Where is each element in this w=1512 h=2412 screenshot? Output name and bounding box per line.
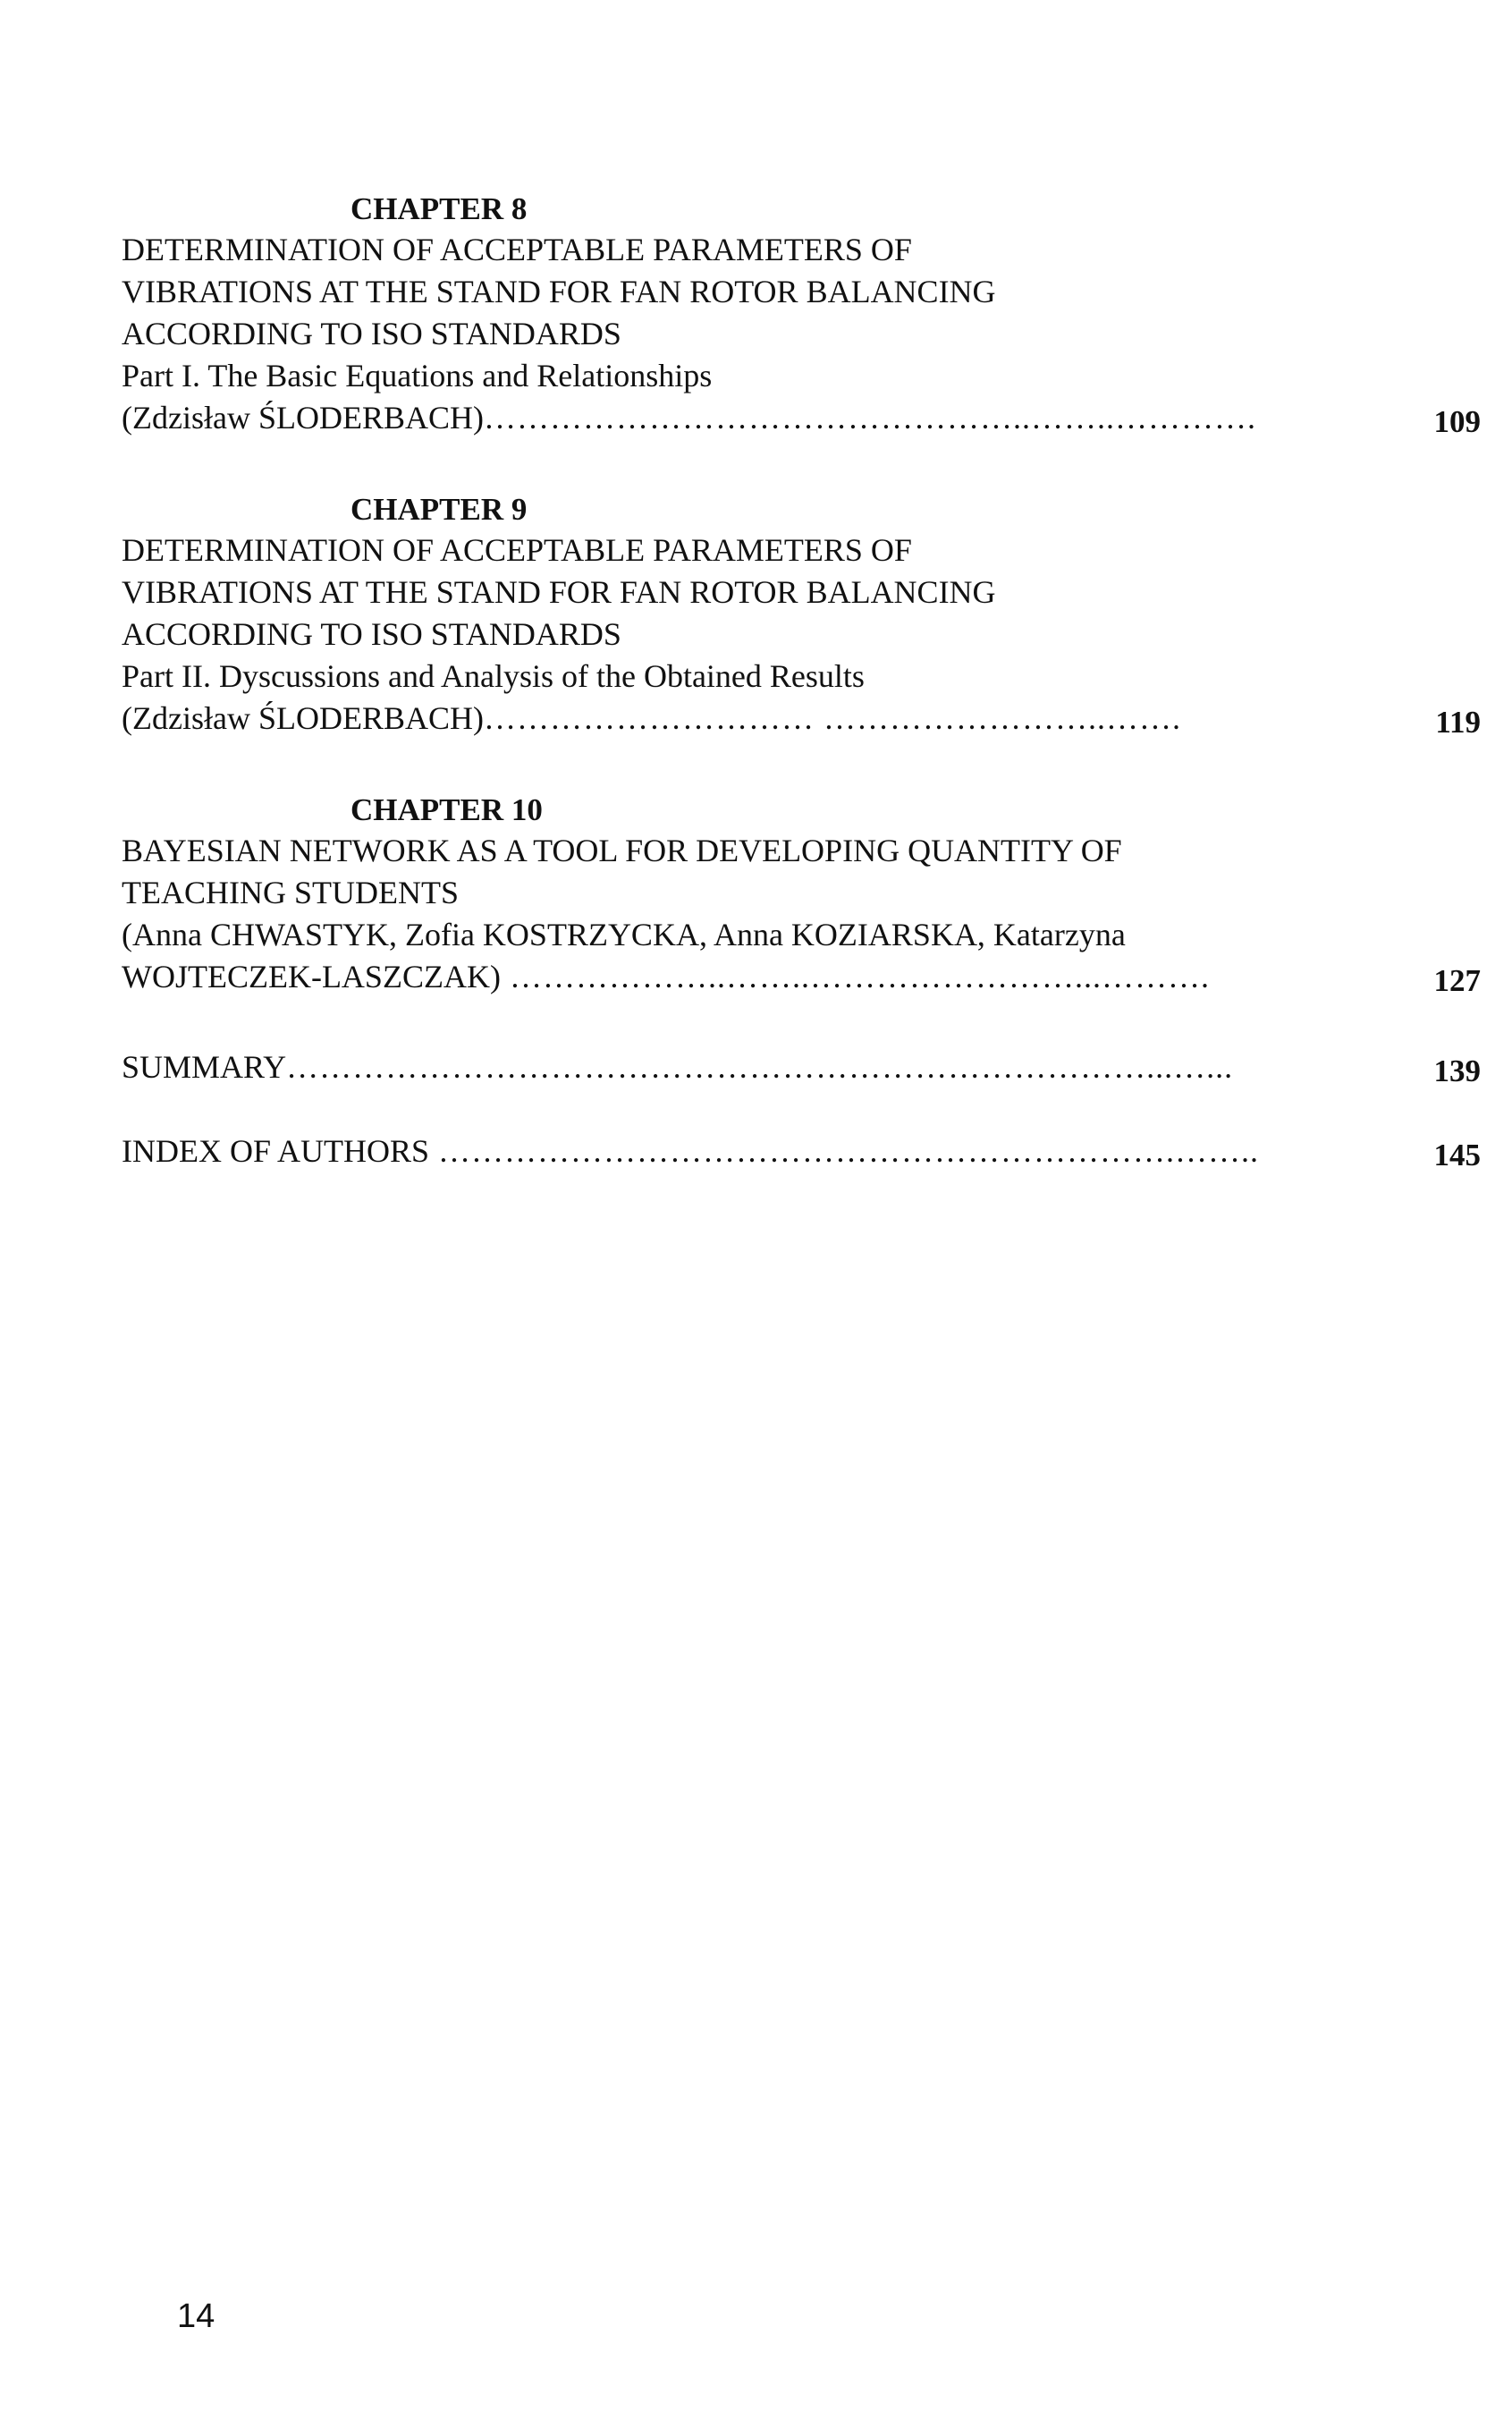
chapter-heading: CHAPTER 8 xyxy=(351,191,528,226)
toc-entry-row xyxy=(122,698,1481,740)
author-line: (Zdzisław ŚLODERBACH) xyxy=(122,400,484,436)
toc-entry-text xyxy=(122,397,1320,439)
author-line: WOJTECZEK-LASZCZAK) xyxy=(122,959,501,994)
toc-summary xyxy=(122,1046,1481,1088)
toc-entry-row xyxy=(122,1130,1481,1172)
toc-entry-text xyxy=(122,698,1320,740)
page-reference: 127 xyxy=(1433,963,1481,998)
chapter-authors-line: (Anna CHWASTYK, Zofia KOSTRZYCKA, Anna KOZIARSKA, Katarzyna xyxy=(122,917,1126,952)
page-reference: 139 xyxy=(1433,1054,1481,1088)
chapter-title-line: DETERMINATION OF ACCEPTABLE PARAMETERS OF xyxy=(122,532,912,568)
toc-entry-row xyxy=(122,1046,1481,1088)
toc-index-of-authors xyxy=(122,1130,1481,1172)
dot-leader: ………………………………………………………….…….. xyxy=(429,1133,1260,1169)
chapter-title-line: ACCORDING TO ISO STANDARDS xyxy=(122,616,621,652)
toc-entry-text xyxy=(122,1130,1320,1172)
chapter-subtitle-line: Part II. Dyscussions and Analysis of the Obtained Results xyxy=(122,658,865,694)
page-reference: 145 xyxy=(1433,1138,1481,1172)
chapter-title-line: ACCORDING TO ISO STANDARDS xyxy=(122,316,621,351)
toc-entry-text xyxy=(122,1046,1320,1088)
author-line: (Zdzisław ŚLODERBACH) xyxy=(122,700,484,736)
dot-leader: ………………………… ……………………..……. xyxy=(483,700,1181,736)
dot-leader: ……………………………………………………………………...…... xyxy=(286,1049,1234,1085)
summary-label: SUMMARY xyxy=(122,1049,287,1085)
chapter-subtitle-line: Part I. The Basic Equations and Relationships xyxy=(122,358,713,394)
dot-leader: …………………………………………..……..…………. xyxy=(483,400,1256,436)
page-reference: 109 xyxy=(1433,404,1481,439)
toc-entry-text xyxy=(122,956,1320,998)
chapter-heading: CHAPTER 9 xyxy=(351,492,528,527)
index-label: INDEX OF AUTHORS xyxy=(122,1133,430,1169)
page-reference: 119 xyxy=(1435,705,1481,740)
dot-leader: ………………..……..……………………...………. xyxy=(500,959,1210,994)
toc-entry-row xyxy=(122,956,1481,998)
toc-chapter-10 xyxy=(122,791,1481,998)
toc-chapter-8 xyxy=(122,190,1481,439)
footer-page-number: 14 xyxy=(177,2298,215,2335)
toc-entry-row xyxy=(122,397,1481,439)
chapter-title-line: DETERMINATION OF ACCEPTABLE PARAMETERS OF xyxy=(122,232,912,267)
toc-chapter-9 xyxy=(122,490,1481,740)
chapter-title-line: BAYESIAN NETWORK AS A TOOL FOR DEVELOPING QUANTITY OF xyxy=(122,833,1122,868)
chapter-title-line: VIBRATIONS AT THE STAND FOR FAN ROTOR BALANCING xyxy=(122,274,996,309)
chapter-title-line: TEACHING STUDENTS xyxy=(122,875,459,910)
chapter-heading: CHAPTER 10 xyxy=(351,792,543,827)
chapter-title-line: VIBRATIONS AT THE STAND FOR FAN ROTOR BALANCING xyxy=(122,574,996,610)
